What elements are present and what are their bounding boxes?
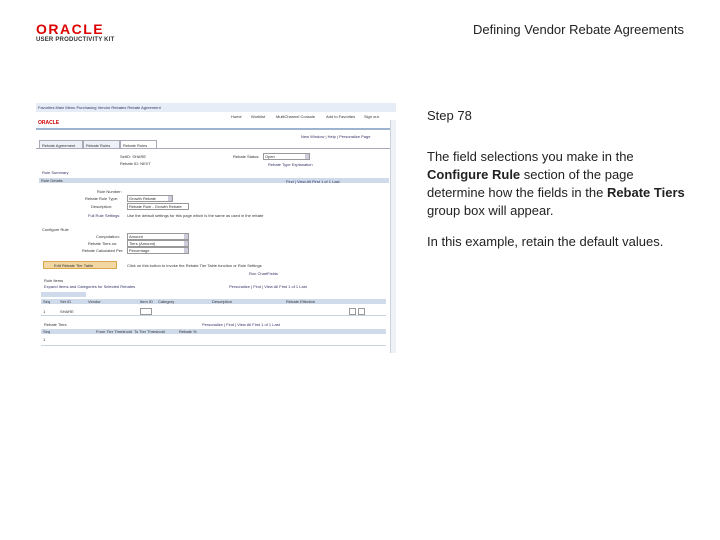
- rebate-type-explanation-link[interactable]: Rebate Type Explanation: [268, 162, 313, 167]
- items-grid-bottom: [41, 315, 386, 316]
- rebate-rule-type-select[interactable]: Growth Rebate: [127, 195, 173, 202]
- oracle-upk-logo: [36, 22, 128, 50]
- app-oracle-logo: ORACLE: [38, 120, 60, 126]
- tiers-grid-bottom: [41, 345, 386, 346]
- rule-summary-link[interactable]: Rule Summary: [42, 170, 69, 175]
- tab-rebate-rules-2[interactable]: Rebate Rules: [120, 140, 157, 149]
- full-rule-settings-label: Full Rule Settings: [88, 213, 120, 218]
- items-col-seq: Seq: [43, 299, 51, 304]
- rebate-calc-label: Rebate Calculated Per:: [82, 248, 124, 253]
- top-link-favorites[interactable]: Add to Favorites: [326, 114, 356, 119]
- tiers-col-rebate-pct: Rebate %: [179, 329, 197, 334]
- rebate-calc-select[interactable]: Percentage: [127, 247, 189, 254]
- item-row-setid: SHARE: [60, 309, 74, 314]
- rebate-tiers-on-label: Rebate Tiers on:: [88, 241, 118, 246]
- rebate-status-label: Rebate Status:: [233, 154, 260, 159]
- breadcrumb[interactable]: Favorites Main Menu Purchasing Vendor Rebates Rebate Agreement: [38, 105, 161, 110]
- tier-row-seq: 1: [43, 337, 46, 342]
- items-grid-tab-strip: [41, 292, 86, 297]
- logo-subtitle: USER PRODUCTIVITY KIT: [36, 37, 115, 43]
- rule-details-label: Rule Details: [41, 178, 63, 183]
- top-link-worklist[interactable]: Worklist: [251, 114, 266, 119]
- document-title: Defining Vendor Rebate Agreements: [472, 22, 684, 37]
- description-label: Description:: [91, 204, 113, 209]
- step-number: Step 78: [427, 108, 472, 123]
- tiers-grid-header: [41, 329, 386, 334]
- items-col-description: Description: [212, 299, 233, 304]
- item-id-lookup[interactable]: [140, 308, 152, 315]
- page-links[interactable]: New Window | Help | Personalize Page: [301, 134, 371, 139]
- items-col-category: Category: [158, 299, 175, 304]
- rebate-id-label: Rebate ID: NEXT: [120, 161, 151, 166]
- tab-rebate-agreement[interactable]: Rebate Agreement: [39, 140, 83, 149]
- add-row-button[interactable]: [349, 308, 356, 315]
- delete-row-button[interactable]: [358, 308, 365, 315]
- header-divider: [36, 128, 391, 130]
- tab-rebate-rules-1[interactable]: Rebate Rules: [83, 140, 120, 149]
- rebate-rule-type-label: Rebate Rule Type:: [85, 196, 119, 201]
- rule-items-label: Rule Items: [44, 278, 64, 283]
- tabs-divider: [36, 148, 391, 149]
- rule-number-label: Rule Number:: [97, 189, 122, 194]
- step-instruction: In this example, retain the default values.: [427, 234, 664, 249]
- top-link-multichannel[interactable]: MultiChannel Console: [276, 114, 316, 119]
- rebate-tiers-on-select[interactable]: Tiers (Amount): [127, 240, 189, 247]
- rule-note: Use the default settings for this page which is the same as used in the rebate: [127, 213, 264, 218]
- expand-items-link[interactable]: Expand Items and Categories for Selected Rebates: [44, 284, 136, 289]
- items-col-rebate-effective: Rebate Effective: [286, 299, 316, 304]
- tiers-col-seq: Seq: [43, 329, 51, 334]
- logo-wordmark: ORACLE: [36, 21, 105, 37]
- tiers-col-to: To Tier Threshold: [134, 329, 165, 334]
- setid-label: SetID: SHARE: [120, 154, 147, 159]
- top-link-signout[interactable]: Sign out: [364, 114, 379, 119]
- item-row-seq: 1: [43, 309, 46, 314]
- rebate-tiers-label: Rebate Tiers: [44, 322, 67, 327]
- items-col-setid: Set ID: [60, 299, 72, 304]
- vertical-scrollbar[interactable]: [390, 120, 396, 353]
- items-col-vendor: Vendor: [88, 299, 101, 304]
- description-field[interactable]: Rebate Rule - Growth Rebate: [127, 203, 189, 210]
- rebate-status-select[interactable]: Open: [263, 153, 310, 160]
- edit-rebate-tier-table-button[interactable]: Edit Rebate Tier Table: [43, 261, 117, 269]
- rule-details-nav[interactable]: Find | View All First 1 of 1 Last: [286, 179, 340, 184]
- application-screenshot: [36, 103, 396, 353]
- tiers-grid-nav[interactable]: Personalize | Find | View All First 1 of 1 Last: [202, 322, 280, 327]
- run-chartfields-link[interactable]: Run ChartFields: [249, 271, 278, 276]
- configure-rule-label: Configure Rule: [42, 227, 69, 232]
- edit-note: Click on this button to invoke the Rebate Tier Table function or Rule Settings: [127, 263, 262, 268]
- items-col-itemid: Item ID: [140, 299, 153, 304]
- tiers-col-from: From Tier Threshold: [96, 329, 132, 334]
- computation-label: Computation:: [96, 234, 120, 239]
- step-description: The field selections you make in the Configure Rule section of the page determine how the fields in the Rebate Tiers group box will appear.: [427, 149, 685, 218]
- top-link-home[interactable]: Home: [231, 114, 242, 119]
- computation-select[interactable]: Amount: [127, 233, 189, 240]
- items-grid-nav[interactable]: Personalize | Find | View All First 1 of 1 Last: [229, 284, 307, 289]
